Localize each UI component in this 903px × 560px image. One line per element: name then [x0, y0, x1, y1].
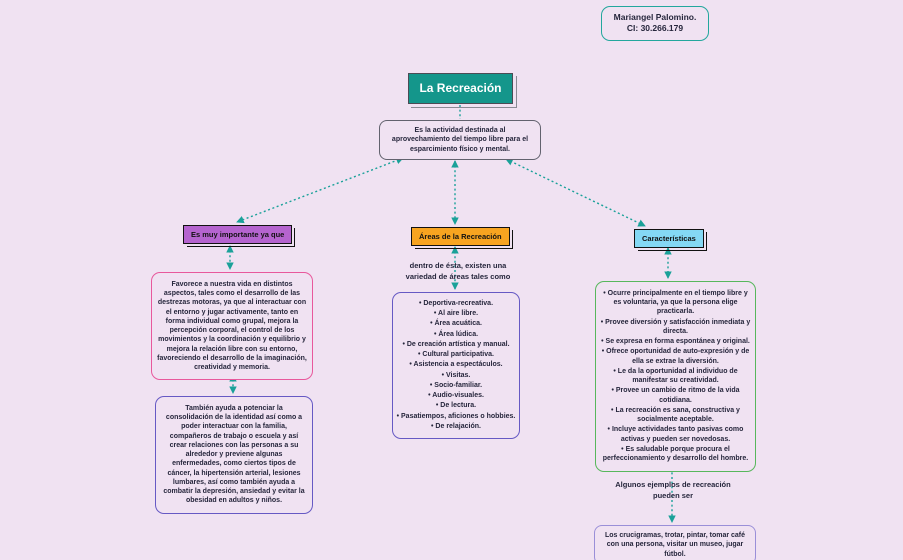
author-ci: CI: 30.266.179 — [626, 23, 684, 34]
list-item: • Ofrece oportunidad de auto-expresión y de ella se extrae la diversión. — [601, 348, 750, 365]
heading-caracteristicas[interactable]: Características — [634, 229, 704, 248]
connector-definition-importance — [237, 158, 403, 222]
author-name: Mariangel Palomino. — [613, 12, 697, 22]
list-item: • La recreación es sana, constructiva y socialmente aceptable. — [611, 406, 740, 424]
examples-connector-text: Algunos ejemplos de recreación pueden ser — [615, 480, 731, 500]
list-item: • Socio-familiar. — [429, 381, 483, 389]
list-item: • De relajación. — [431, 422, 481, 430]
list-item: • De lectura. — [435, 402, 477, 410]
areas-list-box[interactable] — [392, 292, 520, 439]
list-item: • Visitas. — [441, 371, 471, 379]
list-item: • Provee diversión y satisfacción inmediata y directa. — [600, 318, 751, 335]
list-item: • Pasatiempos, aficiones o hobbies. — [396, 412, 516, 420]
list-item: • Cultural participativa. — [418, 351, 494, 359]
heading-areas[interactable]: Áreas de la Recreación — [411, 227, 510, 246]
caracteristicas-list-box[interactable] — [595, 281, 756, 472]
list-item: • Ocurre principalmente en el tiempo libre y es voluntaria, ya que la persona elige practicarla. — [603, 290, 748, 316]
importance-body1-box[interactable]: Favorece a nuestra vida en distintos aspectos, tales como el desarrollo de las destrezas motoras, ya que al interactuar con el entorno y jugar activamente, tanto en forma individual como grupal, mejora la percepción corporal, el control de los movimientos y la coordinación y equilibrio y mejora la relación libre con su entorno, favoreciendo el desarrollo de la imaginación, creatividad y memoria. — [151, 272, 313, 380]
list-item: • Audio-visuales. — [428, 392, 484, 400]
examples-box[interactable]: Los crucigramas, trotar, pintar, tomar café con una persona, visitar un museo, jugar fútbol. — [594, 525, 756, 560]
heading-importance[interactable]: Es muy importante ya que — [183, 225, 292, 244]
list-item: • De creación artística y manual. — [402, 340, 510, 348]
list-item: • Área lúdica. — [433, 330, 479, 338]
list-item: • Incluye actividades tanto pasivas como activas y pueden ser novedosas. — [607, 426, 744, 443]
list-item: • Área acuática. — [430, 320, 482, 328]
importance-body2-box[interactable]: También ayuda a potenciar la consolidación de la identidad así como a poder interactuar con la familia, compañeros de trabajo o escuela y así crear relaciones con las personas a su alrededor y previene algunas enfermedades, como ciertos tipos de cáncer, la hipertensión arterial, lesiones lumbares, así como también ayuda a combatir la depresión, ansiedad y evitar la obesidad en adultos y niños. — [155, 396, 313, 514]
areas-connector-text: dentro de ésta, existen una variedad de áreas tales como — [405, 261, 511, 281]
list-item: • Le da la oportunidad al individuo de manifestar su creatividad. — [613, 367, 738, 385]
author-box[interactable] — [601, 6, 709, 41]
list-item: • Es saludable porque procura el perfeccionamiento y desarrollo del hombre. — [602, 445, 749, 462]
map-title[interactable]: La Recreación — [408, 73, 513, 104]
connector-definition-caracteristicas — [506, 159, 645, 226]
definition-box[interactable]: Es la actividad destinada al aprovechamiento del tiempo libre para el esparcimiento físico y mental. — [379, 120, 541, 160]
list-item: • Al aire libre. — [433, 310, 479, 318]
list-item: • Deportiva-recreativa. — [418, 300, 494, 307]
list-item: • Se expresa en forma espontánea y original. — [601, 338, 750, 346]
list-item: • Asistencia a espectáculos. — [409, 361, 503, 369]
list-item: • Provee un cambio de ritmo de la vida cotidiana. — [611, 387, 740, 404]
